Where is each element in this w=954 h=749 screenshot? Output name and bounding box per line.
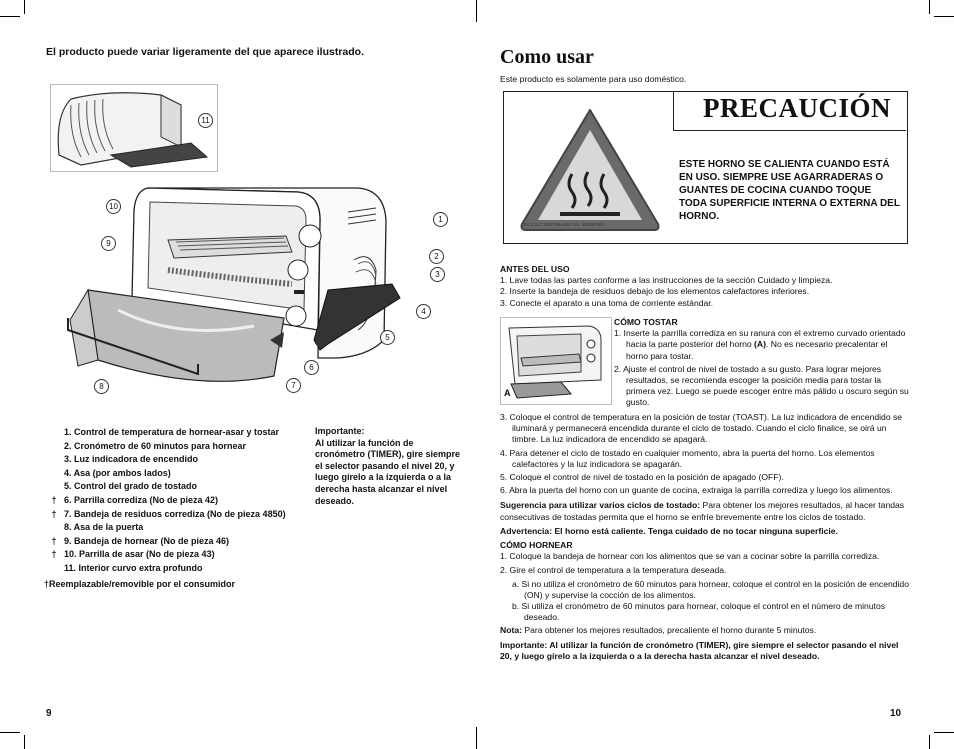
- tostar-step: 3. Coloque el control de temperatura en la posición de tostar (TOAST). La luz indicadora de encendido se iluminará y permanecerá encendida durante el ciclo de tostado. Cuando el ciclo finalice, se oirá un timbre. La luz indicadora de encendido se apagará.: [500, 412, 903, 445]
- hornear-step-1: 1. Coloque la bandeja de hornear con los alimentos que se van a cocinar sobre la parrilla corrediza.: [500, 551, 880, 562]
- hornear-title: CÓMO HORNEAR: [500, 540, 573, 551]
- crop-mark: [24, 735, 25, 749]
- important-title: Importante:: [315, 426, 365, 436]
- tostar-step: 6. Abra la puerta del horno con un guante de cocina, extraiga la parrilla corrediza y luego los alimentos.: [500, 485, 893, 496]
- label-fine-print: ECS LLC 800-766-5201 No. 40508 REV: [524, 222, 605, 227]
- callout-3: 3: [430, 267, 445, 282]
- parts-list-item: † 9. Bandeja de hornear (No de pieza 46): [51, 535, 230, 546]
- tostar-title: CÓMO TOSTAR: [614, 317, 678, 327]
- hornear-step-2a: a. Si no utiliza el cronómetro de 60 minutos para hornear, coloque el control en la posición de encendido (ON) y supervise la cocción de los alimentos.: [512, 578, 909, 600]
- figure-label: A: [504, 388, 511, 398]
- hornear-step-2b: b. Si utiliza el cronómetro de 60 minutos para hornear, coloque el control en el número de minutos deseado.: [512, 601, 886, 623]
- callout-2: 2: [429, 249, 444, 264]
- important-text: Al utilizar la función de cronómetro (TIMER), gire siempre el selector pasando el nivel 20, y luego gírelo a la izquierda o a la derecha hasta alcanzar el nivel deseado.: [315, 437, 461, 506]
- parts-list-item: 1. Control de temperatura de hornear-asar y tostar: [64, 427, 280, 437]
- callout-7: 7: [286, 378, 301, 393]
- hot-surface-warning-icon: [512, 96, 668, 238]
- page-number-left: 9: [46, 708, 52, 719]
- callout-6: 6: [304, 360, 319, 375]
- callout-9: 9: [101, 236, 116, 251]
- caution-title: PRECAUCIÓN: [703, 93, 892, 123]
- crop-mark: [476, 0, 477, 22]
- hornear-step-2: 2. Gire el control de temperatura a la temperatura deseada.: [500, 565, 727, 576]
- parts-list-item: 3. Luz indicadora de encendido: [64, 454, 199, 465]
- crop-mark: [934, 16, 954, 17]
- parts-list-item: † 10. Parrilla de asar (No de pieza 43): [51, 549, 215, 560]
- tostar-step: 5. Coloque el control de nivel de tostado en la posición de apagado (OFF).: [500, 472, 784, 483]
- parts-list-item: † 7. Bandeja de residuos corrediza (No de pieza 4850): [51, 508, 286, 519]
- important-note: [315, 426, 465, 507]
- parts-list-item: † 6. Parrilla corrediza (No de pieza 42): [51, 494, 219, 505]
- callout-1: 1: [433, 212, 448, 227]
- figure-a-oven-rack: [500, 317, 612, 405]
- page-number-right: 10: [890, 708, 902, 719]
- parts-list: [44, 426, 314, 591]
- crop-mark: [0, 16, 20, 17]
- oven-interior-illustration: [50, 84, 218, 172]
- antes-step: 3. Conecte el aparato a una toma de corriente estándar.: [500, 297, 714, 308]
- page-subtitle: Este producto es solamente para uso doméstico.: [500, 74, 687, 84]
- callout-5: 5: [380, 330, 395, 345]
- tostar-step: 4. Para detener el ciclo de tostado en cualquier momento, abra la puerta del horno. Los elementos calefactores y la luz indicadora se apagarán.: [500, 447, 875, 469]
- advertencia: Advertencia: El horno está caliente. Tenga cuidado de no tocar ninguna superficie.: [500, 525, 838, 536]
- antes-step: 2. Inserte la bandeja de residuos debajo de los elementos calefactores inferiores.: [500, 286, 810, 297]
- left-page-header: El producto puede variar ligeramente del que aparece ilustrado.: [46, 46, 365, 58]
- callout-11: 11: [198, 113, 213, 128]
- callout-4: 4: [416, 304, 431, 319]
- crop-mark: [476, 727, 477, 749]
- crop-mark: [24, 0, 25, 14]
- crop-mark: [929, 0, 930, 14]
- tostar-continued: [500, 412, 910, 662]
- tostar-step-1: 1. Inserte la parrilla corrediza en su ranura con el extremo curvado orientado hacia la parte posterior del horno (A). No es necesario precalentar el horno para tostar.: [614, 328, 906, 361]
- importante-final: Importante: Al utilizar la función de cronómetro (TIMER), gire siempre el selector pasando el nivel 20, y luego gírelo a la izquierda o a la derecha hasta alcanzar el nivel deseado.: [500, 639, 899, 661]
- antes-title: ANTES DEL USO: [500, 264, 570, 274]
- parts-list-item: 4. Asa (por ambos lados): [64, 467, 171, 478]
- crop-mark: [929, 735, 930, 749]
- antes-section: [500, 264, 910, 309]
- tostar-section: [614, 317, 910, 409]
- sugerencia: Sugerencia para utilizar varios ciclos de tostado: Para obtener los mejores resultados, al hacer tandas consecutivas de tostadas permita que el horno se enfríe brevemente entre los ciclos de tostado.: [500, 500, 905, 522]
- caution-divider: [673, 130, 906, 131]
- page-title: Como usar: [500, 46, 594, 68]
- parts-list-item: 5. Control del grado de tostado: [64, 481, 198, 492]
- crop-mark: [0, 732, 20, 733]
- crop-mark: [934, 732, 954, 733]
- nota: Nota: Para obtener los mejores resultados, precaliente el horno durante 5 minutos.: [500, 625, 817, 636]
- parts-list-item: 8. Asa de la puerta: [64, 522, 144, 533]
- antes-step: 1. Lave todas las partes conforme a las instrucciones de la sección Cuidado y limpieza.: [500, 275, 833, 286]
- parts-footnote: †Reemplazable/removible por el consumidor: [44, 578, 236, 589]
- callout-10: 10: [106, 199, 121, 214]
- caution-divider: [673, 91, 674, 131]
- tostar-step-2: 2. Ajuste el control de nivel de tostado a su gusto. Para lograr mejores resultados, se recomienda escoger la posición media para tostar la primera vez. Luego se puede escoger entre más pálido u oscuro según su gusto.: [614, 363, 909, 408]
- callout-8: 8: [94, 379, 109, 394]
- parts-list-item: 11. Interior curvo extra profundo: [64, 562, 203, 573]
- parts-list-item: 2. Cronómetro de 60 minutos para hornear: [64, 440, 247, 451]
- caution-text: ESTE HORNO SE CALIENTA CUANDO ESTÁ EN USO. SIEMPRE USE AGARRADERAS O GUANTES DE COCINA CUANDO TOQUE TODA SUPERFICIE INTERNA O EXTERNA DEL HORNO.: [679, 159, 900, 222]
